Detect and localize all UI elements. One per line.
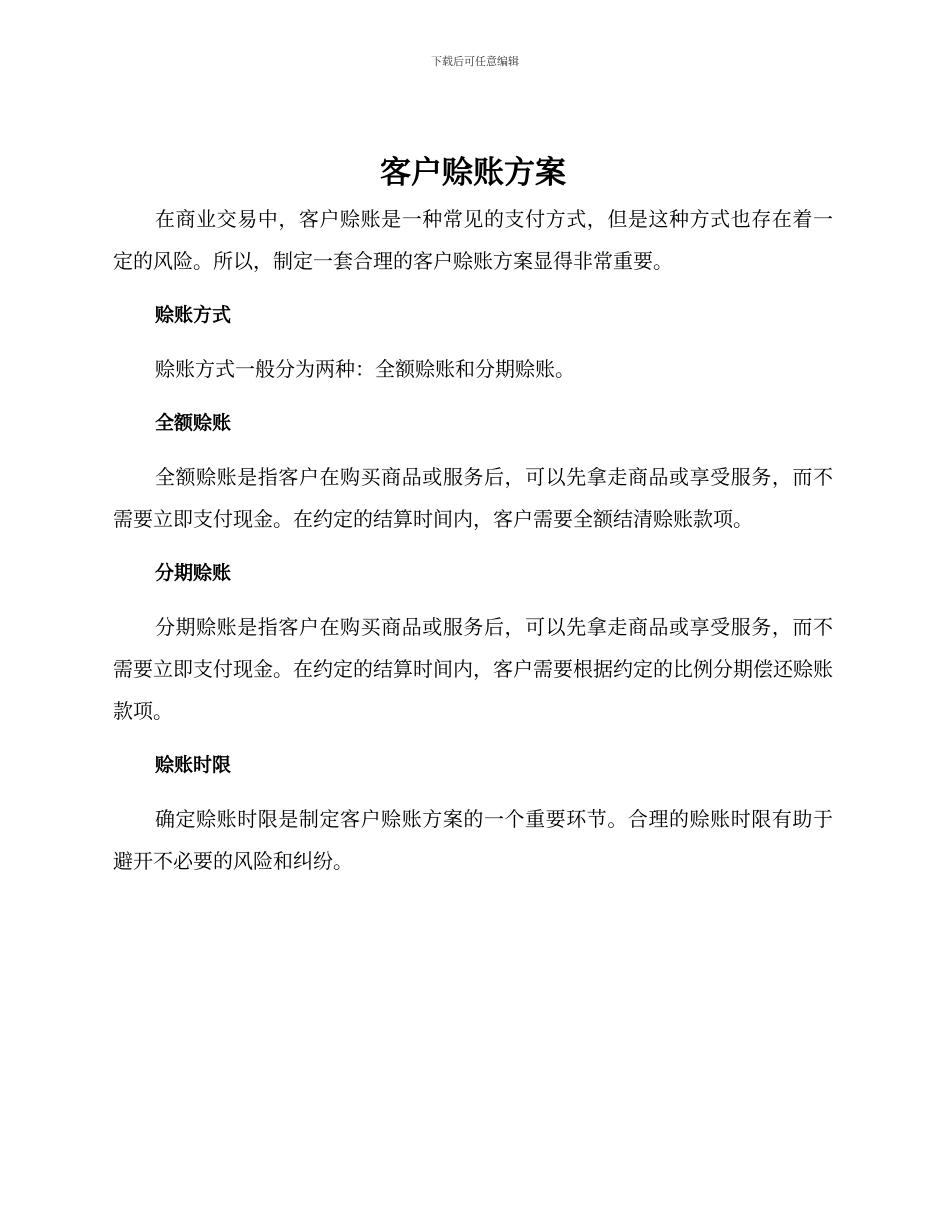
installment-paragraph: 分期赊账是指客户在购买商品或服务后，可以先拿走商品或享受服务，而不需要立即支付现金。在约定的结算时间内，客户需要根据约定的比例分期偿还赊账款项。 (113, 615, 833, 723)
spacer (113, 594, 833, 606)
header-note: 下载后可任意编辑 (431, 55, 519, 68)
spacer (113, 282, 833, 294)
heading-full: 全额赊账 (155, 412, 232, 434)
term-paragraph: 确定赊账时限是制定客户赊账方案的一个重要环节。合理的赊账时限有助于避开不必要的风险和纠纷。 (113, 807, 833, 873)
heading-term: 赊账时限 (155, 754, 232, 776)
spacer (113, 444, 833, 456)
method-paragraph: 赊账方式一般分为两种：全额赊账和分期赊账。 (155, 357, 575, 381)
spacer (113, 786, 833, 798)
heading-method: 赊账方式 (155, 304, 232, 326)
spacer (113, 540, 833, 552)
intro-paragraph: 在商业交易中，客户赊账是一种常见的支付方式，但是这种方式也存在着一定的风险。所以，制定一套合理的客户赊账方案显得非常重要。 (113, 207, 833, 273)
spacer (113, 390, 833, 402)
document-body (113, 150, 833, 882)
spacer (113, 336, 833, 348)
spacer (113, 732, 833, 744)
document-title: 客户赊账方案 (380, 155, 566, 191)
heading-installment: 分期赊账 (155, 562, 232, 584)
full-paragraph: 全额赊账是指客户在购买商品或服务后，可以先拿走商品或享受服务，而不需要立即支付现金。在约定的结算时间内，客户需要全额结清赊账款项。 (113, 465, 833, 531)
